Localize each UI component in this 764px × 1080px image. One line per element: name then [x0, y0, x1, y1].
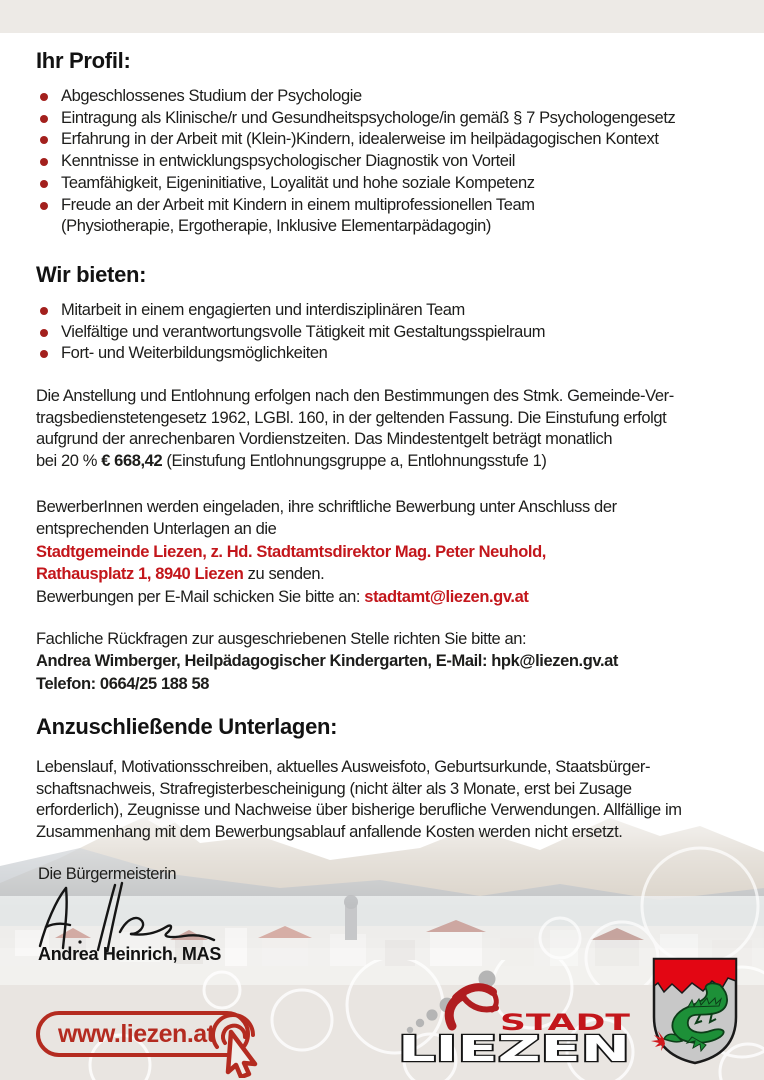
address-line: Rathausplatz 1, 8940 Liezen	[36, 565, 244, 584]
bullet-icon	[40, 202, 48, 210]
profile-list	[36, 86, 675, 216]
list-item: Freude an der Arbeit mit Kindern in einem multiprofessionellen Team	[36, 195, 675, 217]
signature-image	[34, 880, 224, 952]
application-paragraph: BewerberInnen werden eingeladen, ihre schriftliche Bewerbung unter Anschluss der entsprechenden Unterlagen an die Stadtgemeinde Liezen, z. Hd. Stadtamtsdirektor Mag. Peter Neuhold, Rathausplatz 1, 8940 Liezen zu senden. Bewerbungen per E-Mail schicken Sie bitte an: stadtamt@liezen.gv.at	[36, 498, 617, 606]
bullet-icon	[40, 136, 48, 144]
bullet-icon	[40, 158, 48, 166]
documents-paragraph: Lebenslauf, Motivationsschreiben, aktuelles Ausweisfoto, Geburtsurkunde, Staatsbürger- schaftsnachweis, Strafregisterbescheinigung (nicht älter als 3 Monate, erst bei Zusage erforderlich), Zeugnisse und Nachweise über bisherige berufliche Verwendungen. Allfällige im Zusammenhang mit dem Bewerbungsablauf anfallende Kosten werden nicht ersetzt.	[36, 758, 682, 842]
bullet-icon	[40, 329, 48, 337]
list-item: Fort- und Weiterbildungsmöglichkeiten	[36, 343, 545, 365]
top-strip	[0, 0, 764, 33]
bullet-icon	[40, 93, 48, 101]
list-item: Teamfähigkeit, Eigeninitiative, Loyalität und hohe soziale Kompetenz	[36, 173, 675, 195]
list-item: Vielfältige und verantwortungsvolle Tätigkeit mit Gestaltungsspielraum	[36, 322, 545, 344]
runner-figure-icon	[449, 987, 496, 1026]
stadt-liezen-logo	[394, 964, 644, 1068]
bullet-icon	[40, 180, 48, 188]
bullet-icon	[40, 307, 48, 315]
list-item: Abgeschlossenes Studium der Psychologie	[36, 86, 675, 108]
employment-paragraph: Die Anstellung und Entlohnung erfolgen nach den Bestimmungen des Stmk. Gemeinde-Ver- tragsbedienstetengesetz 1962, LGBl. 160, in der geltenden Fassung. Die Einstufung erfolgt aufgrund der anrechenbaren Vordienstzeiten. Das Mindestentgelt beträgt monatlich bei 20 % € 668,42 (Einstufung Entlohnungsgruppe a, Entlohnungsstufe 1)	[36, 387, 674, 471]
list-item: Erfahrung in der Arbeit mit (Klein-)Kindern, idealerweise im heilpädagogischen Kontext	[36, 129, 675, 151]
cursor-click-icon	[203, 1000, 273, 1078]
email-link[interactable]: stadtamt@liezen.gv.at	[364, 587, 529, 606]
bullet-icon	[40, 350, 48, 358]
offer-list	[36, 300, 545, 365]
offer-heading: Wir bieten:	[36, 262, 147, 287]
signer-name: Andrea Heinrich, MAS	[38, 944, 222, 964]
list-item: Mitarbeit in einem engagierten und interdisziplinären Team	[36, 300, 545, 322]
logo-stadt-text: STADT	[500, 1011, 630, 1036]
website-url: www.liezen.at	[58, 1019, 215, 1048]
documents-heading: Anzuschließende Unterlagen:	[36, 714, 338, 739]
list-item-continuation: (Physiotherapie, Ergotherapie, Inklusive Elementarpädagogin)	[61, 217, 492, 235]
salary-amount: € 668,42	[101, 452, 163, 471]
profile-heading: Ihr Profil:	[36, 48, 131, 73]
address-line: Stadtgemeinde Liezen, z. Hd. Stadtamtsdirektor Mag. Peter Neuhold,	[36, 542, 546, 561]
logo-liezen-text: LIEZEN	[398, 1029, 630, 1068]
coat-of-arms	[648, 955, 742, 1067]
contact-person-line: Andrea Wimberger, Heilpädagogischer Kindergarten, E-Mail: hpk@liezen.gv.at	[36, 652, 618, 671]
bullet-icon	[40, 115, 48, 123]
contact-paragraph: Fachliche Rückfragen zur ausgeschriebenen Stelle richten Sie bitte an: Andrea Wimberger, Heilpädagogischer Kindergarten, E-Mail: hpk@liezen.gv.at Telefon: 0664/25 188 58	[36, 628, 618, 695]
phone-line: Telefon: 0664/25 188 58	[36, 674, 210, 693]
list-item: Eintragung als Klinische/r und Gesundheitspsychologe/in gemäß § 7 Psychologengesetz	[36, 108, 675, 130]
list-item: Kenntnisse in entwicklungspsychologischer Diagnostik von Vorteil	[36, 151, 675, 173]
signer-role: Die Bürgermeisterin	[38, 865, 177, 883]
